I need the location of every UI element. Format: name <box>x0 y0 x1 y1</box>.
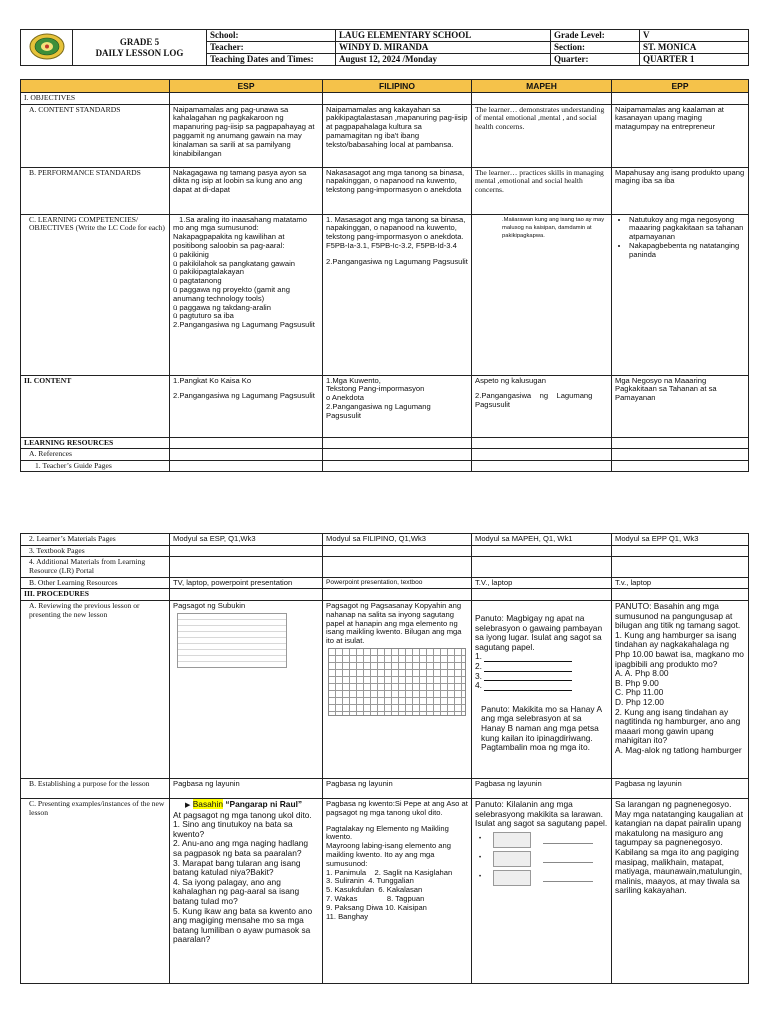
esp-skill-item: ü paggawa ng takdang-aralin <box>173 302 271 312</box>
performance-standards-label: B. PERFORMANCE STANDARDS <box>21 167 170 214</box>
performance-standards-mapeh: The learner… practices skills in managing mental ,emotional and social health concerns. <box>472 167 612 214</box>
review-epp-line: D. Php 12.00 <box>615 696 664 707</box>
dates-value: August 12, 2024 /Monday <box>336 54 551 66</box>
content-filipino-line: Tekstong Pang-impormasyon <box>326 384 425 394</box>
content-filipino-line: Pagsusulit <box>326 410 362 420</box>
content-epp: Mga Negosyo na Maaaring Pagkakitaan sa Tahanan at sa Pamayanan <box>612 375 749 437</box>
esp-skill-item: ü pagtatanong <box>173 276 222 286</box>
review-epp-line: B. Php 9.00 <box>615 677 659 688</box>
examples-esp-line: 3. Marapat bang tularan ang isang batang katulad niya?Bakit? <box>173 857 301 878</box>
lesson-table-2 <box>20 533 749 984</box>
esp-skill-item: ü pakikipagtalakayan <box>173 267 244 277</box>
review-epp-line: A. Mag-alok ng tatlong hamburger <box>615 744 742 755</box>
daily-lesson-log-title: DAILY LESSON LOG <box>95 47 184 58</box>
school-logo-cell <box>21 30 73 66</box>
quarter-value: QUARTER 1 <box>640 54 749 66</box>
word-search-grid-image <box>328 648 466 716</box>
content-filipino-line: 1.Mga Kuwento, <box>326 375 381 385</box>
review-epp-line: 1. Kung ang hamburger sa isang tindahan ay nagkakahalaga ng Php 10.00 bawat isa, magkano mo ipagbibili ang produkto mo? <box>615 629 744 669</box>
performance-standards-row <box>21 167 749 214</box>
references-label: A. References <box>21 449 170 461</box>
competencies-esp-intro: 1.Sa araling ito inaasahang matatamo mo ang mga sumusunod: Nakapagpapakita ng kawilihan at positibong saloobin sa pag-aaral: <box>173 214 307 250</box>
celebration-image <box>493 851 531 867</box>
celebration-image <box>493 870 531 886</box>
elements-list-item: 11. Banghay <box>326 911 369 921</box>
examples-filipino-p1: Pagbasa ng kwento:Si Pepe at ang Aso at pagsagot ng mga tanong ukol dito. <box>326 798 468 817</box>
competencies-filipino-p1: 1. Masasagot ang mga tanong sa binasa, napakinggan, o napanood na kuwento, tekstong pang-impormasyon o anekdota. F5PB-Ia-3.1, F5PB-Ic-3.2, F5PB-Id-3.4 <box>326 214 466 250</box>
dates-label: Teaching Dates and Times: <box>207 54 336 66</box>
blank-header <box>21 80 170 93</box>
blank-number: 1. <box>475 651 482 662</box>
purpose-label: B. Establishing a purpose for the lesson <box>21 778 170 798</box>
purpose-epp: Pagbasa ng layunin <box>612 778 749 798</box>
performance-standards-esp: Nakagagawa ng tamang pasya ayon sa dikta ng isip at loobin sa kung ano ang dapat at di-dapat <box>170 167 323 214</box>
celebration-image-row: • <box>479 870 608 886</box>
celebration-image-row: • <box>479 851 608 867</box>
examples-esp-line: 1. Sino ang tinutukoy na bata sa kwento? <box>173 819 293 839</box>
column-filipino: FILIPINO <box>323 80 472 93</box>
learning-resources-label: LEARNING RESOURCES <box>21 437 170 449</box>
elements-list-item: 7. Wakas 8. Tagpuan <box>326 893 425 903</box>
competencies-filipino-p2: 2.Pangangasiwa ng Lagumang Pagsusulit <box>326 256 468 266</box>
other-resources-esp: TV, laptop, powerpoint presentation <box>170 577 323 589</box>
elements-list-item: 3. Suliranin 4. Tunggalian <box>326 876 414 886</box>
purpose-mapeh: Pagbasa ng layunin <box>472 778 612 798</box>
examples-filipino-p3: Mayroong labing-isang elemento ang maikling kwento. Ito ay ang mga sumusunod: <box>326 841 451 868</box>
deped-seal-icon <box>29 33 65 60</box>
learners-materials-mapeh: Modyul sa MAPEH, Q1, Wk1 <box>472 534 612 546</box>
content-esp-p1: 1.Pangkat Ko Kaisa Ko <box>173 375 252 385</box>
teachers-guide-label: 1. Teacher’s Guide Pages <box>21 460 170 472</box>
examples-epp-text: Sa larangan ng pagnenegosyo. May mga natatanging kaugalian at katangian na dapat pairalin upang makatulong na masiguro ang tagumpay sa pagnenegosyo. Kabilang sa mga ito ang pagiging masipag, malikhain, matapat, matiyaga, maunawain,matulungin, malinis, maayos, at may tiwala sa sariling kakayahan. <box>615 798 744 896</box>
review-esp <box>170 600 323 778</box>
elements-list-item: 5. Kasukdulan 6. Kakalasan <box>326 885 423 895</box>
textbook-pages-label: 3. Textbook Pages <box>21 545 170 557</box>
content-standards-esp: Naipamamalas ang pag-unawa sa kahalagahan ng pagkakaroon ng mapanuring pag-iisip sa pagpapahayag at paggamit ng anumang gawain na may kinalaman sa sarili at sa pamilyang kinabibilangan <box>170 104 323 167</box>
quarter-label: Quarter: <box>551 54 640 66</box>
examples-mapeh-text: Panuto: Kilalanin ang mga selebrasyong makikita sa larawan. Isulat ang sagot sa sagutang papel. <box>475 798 608 829</box>
competencies-esp-end: 2.Pangangasiwa ng Lagumang Pagsusulit <box>173 320 315 330</box>
content-mapeh-p1: Aspeto ng kalusugan <box>475 375 546 385</box>
learners-materials-esp: Modyul sa ESP, Q1,Wk3 <box>170 534 323 546</box>
competencies-mapeh: .Maiiarawan kung ang isang tao ay may malusog na kaisipan, damdamin at pakikipagkapwa. <box>472 214 612 375</box>
learning-resources-row <box>21 437 749 449</box>
learners-materials-filipino: Modyul sa FILIPINO, Q1,Wk3 <box>323 534 472 546</box>
other-resources-row <box>21 577 749 589</box>
content-mapeh <box>472 375 612 437</box>
blank-number: 2. <box>475 660 482 671</box>
competencies-epp <box>612 214 749 375</box>
content-filipino-line: 2.Pangangasiwa ng Lagumang <box>326 401 431 411</box>
epp-competency-item: • Nakapagbebenta ng natatanging paninda <box>629 242 745 260</box>
procedures-row <box>21 589 749 601</box>
content-standards-mapeh: The learner… demonstrates understanding of mental emotional ,mental , and social health concerns. <box>472 104 612 167</box>
blank-number: 3. <box>475 670 482 681</box>
review-filipino <box>323 600 472 778</box>
competencies-esp <box>170 214 323 375</box>
grade-level-label: Grade Level: <box>551 30 640 42</box>
examples-label: C. Presenting examples/instances of the new lesson <box>21 798 170 983</box>
content-esp-p2: 2.Pangangasiwa ng Lagumang Pagsusulit <box>173 391 315 401</box>
content-standards-epp: Naipamamalas ang kaalaman at kasanayan upang maging matagumpay na entrepreneur <box>612 104 749 167</box>
header-table <box>20 29 749 66</box>
column-mapeh: MAPEH <box>472 80 612 93</box>
content-mapeh-p2: 2.Pangangasiwa ng Lagumang Pagsusulit <box>475 391 595 410</box>
esp-skill-item: ü paggawa ng proyekto (gamit ang anumang technology tools) <box>173 284 290 303</box>
performance-standards-filipino: Nakasasagot ang mga tanong sa binasa, napakinggan, o napanood na kuwento, tekstong pang-impormasyon o anekdota <box>323 167 472 214</box>
answer-blank <box>484 674 572 681</box>
examples-row <box>21 798 749 983</box>
section-label: Section: <box>551 42 640 54</box>
column-esp: ESP <box>170 80 323 93</box>
purpose-esp: Pagbasa ng layunin <box>170 778 323 798</box>
teacher-value: WINDY D. MIRANDA <box>336 42 551 54</box>
references-row <box>21 449 749 461</box>
teachers-guide-row <box>21 460 749 472</box>
review-epp-line: PANUTO: Basahin ang mga sumusunod na pangungusap at bilugan ang titik ng tamang sagot. <box>615 600 741 631</box>
other-resources-mapeh: T.V., laptop <box>472 577 612 589</box>
esp-skill-item: ü pakikinig <box>173 249 209 259</box>
learners-materials-label: 2. Learner’s Materials Pages <box>21 534 170 546</box>
examples-esp-line: At pagsagot ng mga tanong ukol dito. <box>173 809 312 820</box>
other-resources-epp: T.v., laptop <box>612 577 749 589</box>
objectives-label: I. OBJECTIVES <box>21 93 170 105</box>
review-esp-text: Pagsagot ng Subukin <box>173 600 246 610</box>
answer-blank <box>484 655 572 662</box>
examples-esp-line: 2. Anu-ano ang mga naging hadlang sa pagpasok ng bata sa paaralan? <box>173 838 309 858</box>
answer-blank <box>484 684 572 691</box>
objectives-row <box>21 93 749 105</box>
learners-materials-epp: Modyul sa EPP Q1, Wk3 <box>612 534 749 546</box>
section-value: ST. MONICA <box>640 42 749 54</box>
content-filipino <box>323 375 472 437</box>
subject-header-row <box>21 80 749 93</box>
subukin-worksheet-image <box>177 613 287 668</box>
grade-level-value: V <box>640 30 749 42</box>
review-epp-line: C. Php 11.00 <box>615 687 664 698</box>
elements-list-item: 1. Panimula 2. Saglit na Kasiglahan <box>326 867 453 877</box>
content-standards-label: A. CONTENT STANDARDS <box>21 104 170 167</box>
examples-esp-line: 5. Kung ikaw ang bata sa kwento ano ang magiging mensahe mo sa mga batang lumiliban o ayaw pumasok sa paaralan? <box>173 905 313 945</box>
performance-standards-epp: Mapahusay ang isang produkto upang maging iba sa iba <box>612 167 749 214</box>
review-filipino-text: Pagsagot ng Pagsasanay Kopyahin ang nahanap na salita sa inyong sagutang papel at hanapin ang mga elemento ng isang maikling kwento. Bilugan ang mga ito at isulat. <box>326 600 462 646</box>
other-resources-filipino: Powerpoint presentation, textboo <box>323 577 472 589</box>
review-epp <box>612 600 749 778</box>
content-standards-row <box>21 104 749 167</box>
school-value: LAUG ELEMENTARY SCHOOL <box>336 30 551 42</box>
celebration-image-row: • <box>479 832 608 848</box>
log-title <box>73 30 207 66</box>
examples-filipino-p2: Pagtalakay ng Elemento ng Maikling kwento. <box>326 823 449 842</box>
celebration-image <box>493 832 531 848</box>
review-label: A. Reviewing the previous lesson or presenting the new lesson <box>21 600 170 778</box>
triangle-bullet-icon: ▶ <box>185 801 191 809</box>
procedures-label: III. PROCEDURES <box>21 589 170 601</box>
textbook-pages-row <box>21 545 749 557</box>
examples-mapeh <box>472 798 612 983</box>
examples-esp <box>170 798 323 983</box>
lesson-table-1 <box>20 79 749 472</box>
competencies-filipino <box>323 214 472 375</box>
school-label: School: <box>207 30 336 42</box>
review-mapeh-p2: Panuto: Makikita mo sa Hanay A ang mga selebrasyon at sa Hanay B naman ang mga petsa kung kailan ito ipinagdiriwang. Pagtambalin moa ng mga ito. <box>481 703 602 753</box>
learners-materials-row <box>21 534 749 546</box>
review-mapeh-p1: Panuto: Magbigay ng apat na selebrasyon o gawaing pambayan sa iyong lugar. Isulat ang sagot sa sagutang papel. <box>475 612 603 652</box>
additional-materials-label: 4. Additional Materials from Learning Resource (LR) Portal <box>21 557 170 577</box>
basahin-highlight: Basahin <box>192 798 223 809</box>
teacher-label: Teacher: <box>207 42 336 54</box>
review-epp-line: A. A. Php 8.00 <box>615 668 669 679</box>
review-mapeh <box>472 600 612 778</box>
content-filipino-line: o Anekdota <box>326 393 365 403</box>
review-row <box>21 600 749 778</box>
examples-esp-line: 4. Sa iyong palagay, ano ang kahalaghan ng pag-aaral sa isang batang tulad mo? <box>173 876 300 906</box>
content-esp <box>170 375 323 437</box>
esp-skill-item: ü pakikilahok sa pangkatang gawain <box>173 258 296 268</box>
column-epp: EPP <box>612 80 749 93</box>
purpose-filipino: Pagbasa ng layunin <box>323 778 472 798</box>
competencies-label: C. LEARNING COMPETENCIES/ OBJECTIVES (Write the LC Code for each) <box>21 214 170 375</box>
content-standards-filipino: Naipamamalas ang kakayahan sa pakikipagtalastasan ,mapanuring pag-iisip at pagpapahalaga kultura sa pamamagitan ng iba't ibang teksto/babasahing local at pambansa. <box>323 104 472 167</box>
grade-title: GRADE 5 <box>119 36 160 47</box>
examples-filipino <box>323 798 472 983</box>
esp-skill-item: ü pagtuturo sa iba <box>173 311 234 321</box>
epp-competency-item: • Natutukoy ang mga negosyong maaaring pagkakitaan sa tahanan atpamayanan <box>629 216 745 242</box>
review-epp-line: 2. Kung ang isang tindahan ay nagtitinda ng hamburger, ano ang maaari mong gawin upang mahigitan ito? <box>615 706 741 746</box>
content-row <box>21 375 749 437</box>
content-label: II. CONTENT <box>21 375 170 437</box>
additional-materials-row <box>21 557 749 577</box>
other-resources-label: B. Other Learning Resources <box>21 577 170 589</box>
elements-list-item: 9. Paksang Diwa 10. Kaisipan <box>326 902 427 912</box>
examples-epp <box>612 798 749 983</box>
story-title: “Pangarap ni Raul” <box>225 798 303 809</box>
blank-number: 4. <box>475 680 482 691</box>
answer-blank <box>484 665 572 672</box>
competencies-row <box>21 214 749 375</box>
purpose-row <box>21 778 749 798</box>
